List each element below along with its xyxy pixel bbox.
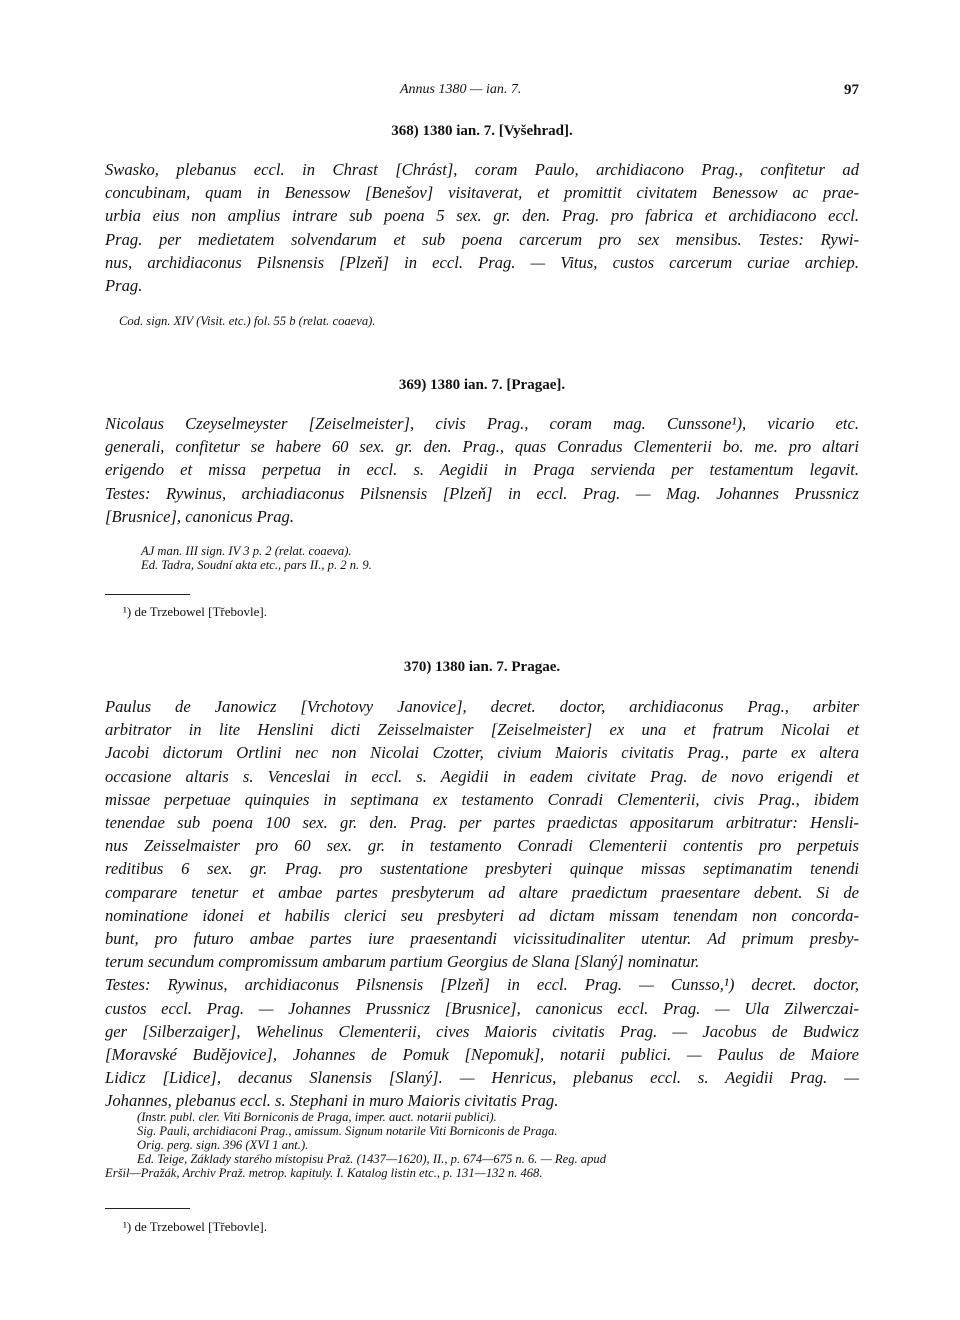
entry-heading: 370) 1380 ian. 7. Pragae. [403, 659, 561, 675]
text-line: Paulus de Janowicz [Vrchotovy Janovice], decret. doctor, archidiaconus Prag., arbiter [105, 697, 859, 716]
footnote: ¹) de Trzebowel [Třebovle]. [123, 1219, 267, 1234]
text-line: [Moravské Budějovice], Johannes de Pomuk [Nepomuk], notarii publici. — Paulus de Maiore [105, 1045, 859, 1065]
text-line: custos eccl. Prag. — Johannes Prussnicz [Brusnice], canonicus eccl. Prag. — Ula Zilwerczai- [105, 998, 859, 1018]
source-line: Orig. perg. sign. 396 (XVI 1 ant.). [137, 1138, 309, 1152]
source-line: (Instr. publ. cler. Viti Borniconis de Praga, imper. auct. notarii publici). [137, 1110, 497, 1124]
source-note [105, 1110, 859, 1180]
text-line: Swasko, plebanus eccl. in Chrast [Chrást], coram Paulo, archidiacono Prag., confitetur ad [105, 160, 859, 179]
entry-heading: 369) 1380 ian. 7. [Pragae]. [398, 377, 566, 393]
running-head [105, 82, 859, 102]
text-line: nus, archidiaconus Pilsnensis [Plzeň] in eccl. Prag. — Vitus, custos carcerum curiae archiep. [105, 252, 859, 272]
text-line: ger [Silberzaiger], Wehelinus Clementerii, cives Maioris civitatis Prag. — Jacobus de Budwicz [105, 1021, 859, 1041]
footnote-rule [105, 1208, 190, 1209]
source-line: Eršil—Pražák, Archiv Praž. metrop. kapituly. I. Katalog listin etc., p. 131—132 n. 468. [105, 1166, 543, 1180]
running-head-title: Annus 1380 — ian. 7. [400, 82, 522, 97]
text-line: nominatione idonei et habilis clerici seu presbyteri ad dictam missam tenendam non concorda- [105, 905, 859, 925]
text-line: comparare tenetur et ambae partes presbyterum ad altare praedictum praesentare debent. Si de [105, 882, 859, 902]
text-line: Testes: Rywinus, archidiaconus Pilsnensis [Plzeň] in eccl. Prag. — Cunsso,¹) decret. doctor, [105, 975, 859, 995]
source-line: Ed. Tadra, Soudní akta etc., pars II., p. 2 n. 9. [141, 558, 372, 572]
source-line: Sig. Pauli, archidiaconi Prag., amissum. Signum notarile Viti Borniconis de Praga. [137, 1124, 558, 1138]
text-line: Nicolaus Czeyselmeyster [Zeiselmeister], civis Prag., coram mag. Cunssone¹), vicario etc. [105, 414, 859, 433]
entry-heading: 368) 1380 ian. 7. [Vyšehrad]. [391, 123, 573, 139]
source-line: Ed. Teige, Základy starého místopisu Praž. (1437—1620), II., p. 674—675 n. 6. — Reg. apud [137, 1152, 606, 1166]
text-line: urbia eius non amplius intrare sub poena 5 sex. gr. den. Prag. pro fabrica et archidiacono eccl. [105, 206, 859, 226]
text-line: bunt, pro futuro ambae partes iure praesentandi vicissitudinaliter utentur. Ad primum presby- [105, 929, 859, 949]
text-line: occasione altaris s. Venceslai in eccl. s. Aegidii in eadem civitate Prag. de novo erigendi et [105, 766, 859, 786]
text-line: nus Zeisselmaister pro 60 sex. gr. in testamento Conradi Clementerii contentis pro perpetuis [105, 836, 859, 856]
text-line: reditibus 6 sex. gr. Prag. pro sustentatione presbyteri quinque missas septimanatim tenendi [105, 859, 859, 879]
text-line: Lidicz [Lidice], decanus Slanensis [Slaný]. — Henricus, plebanus eccl. s. Aegidii Prag. — [105, 1068, 859, 1088]
source-note [141, 544, 372, 572]
text-line: Prag. per medietatem solvendarum et sub poena carcerum pro sex mensibus. Testes: Rywi- [105, 229, 859, 249]
text-line: terum secundum compromissum ambarum partium Georgius de Slana [Slaný] nominatur. [105, 952, 700, 972]
text-line: Jacobi dictorum Ortlini nec non Nicolai Czotter, civium Maioris civitatis Prag., parte ex altera [105, 743, 859, 763]
text-line: generali, confitetur se habere 60 sex. gr. den. Prag., quas Conradus Clementerii bo. me. pro altari [105, 437, 859, 457]
text-line: missae perpetuae quinquies in septimana ex testamento Conradi Clementerii, civis Prag., ibidem [105, 789, 859, 809]
text-line: concubinam, quam in Benessow [Benešov] visitaverat, et promittit civitatem Benessow ac prae- [105, 183, 859, 203]
text-line: arbitrator in lite Henslini dicti Zeisselmaister [Zeiselmeister] ex una et fratrum Nicolai et [105, 720, 859, 740]
page-number: 97 [844, 82, 859, 98]
entry-text [105, 412, 859, 528]
text-line: Prag. [105, 276, 143, 296]
text-line: erigendo et missa perpetua in eccl. s. Aegidii in Praga servienda per testamentum legavit. [105, 460, 859, 480]
source-line: Cod. sign. XIV (Visit. etc.) fol. 55 b (relat. coaeva). [119, 314, 376, 328]
source-line: AJ man. III sign. IV 3 p. 2 (relat. coaeva). [141, 544, 352, 558]
text-line: [Brusnice], canonicus Prag. [105, 506, 294, 526]
text-line: tenendae sub poena 100 sex. gr. den. Prag. per partes praedictas appositarum arbitratur: Hensli- [105, 813, 859, 833]
entry-text [105, 158, 859, 297]
text-line: Testes: Rywinus, archiadiaconus Pilsnensis [Plzeň] in eccl. Prag. — Mag. Johannes Prussnicz [105, 483, 859, 503]
footnote-rule [105, 594, 190, 595]
text-line: Johannes, plebanus eccl. s. Stephani in muro Maioris civitatis Prag. [105, 1091, 559, 1111]
source-note [119, 314, 376, 328]
entry-text [105, 695, 859, 1113]
footnote: ¹) de Trzebowel [Třebovle]. [123, 604, 267, 619]
